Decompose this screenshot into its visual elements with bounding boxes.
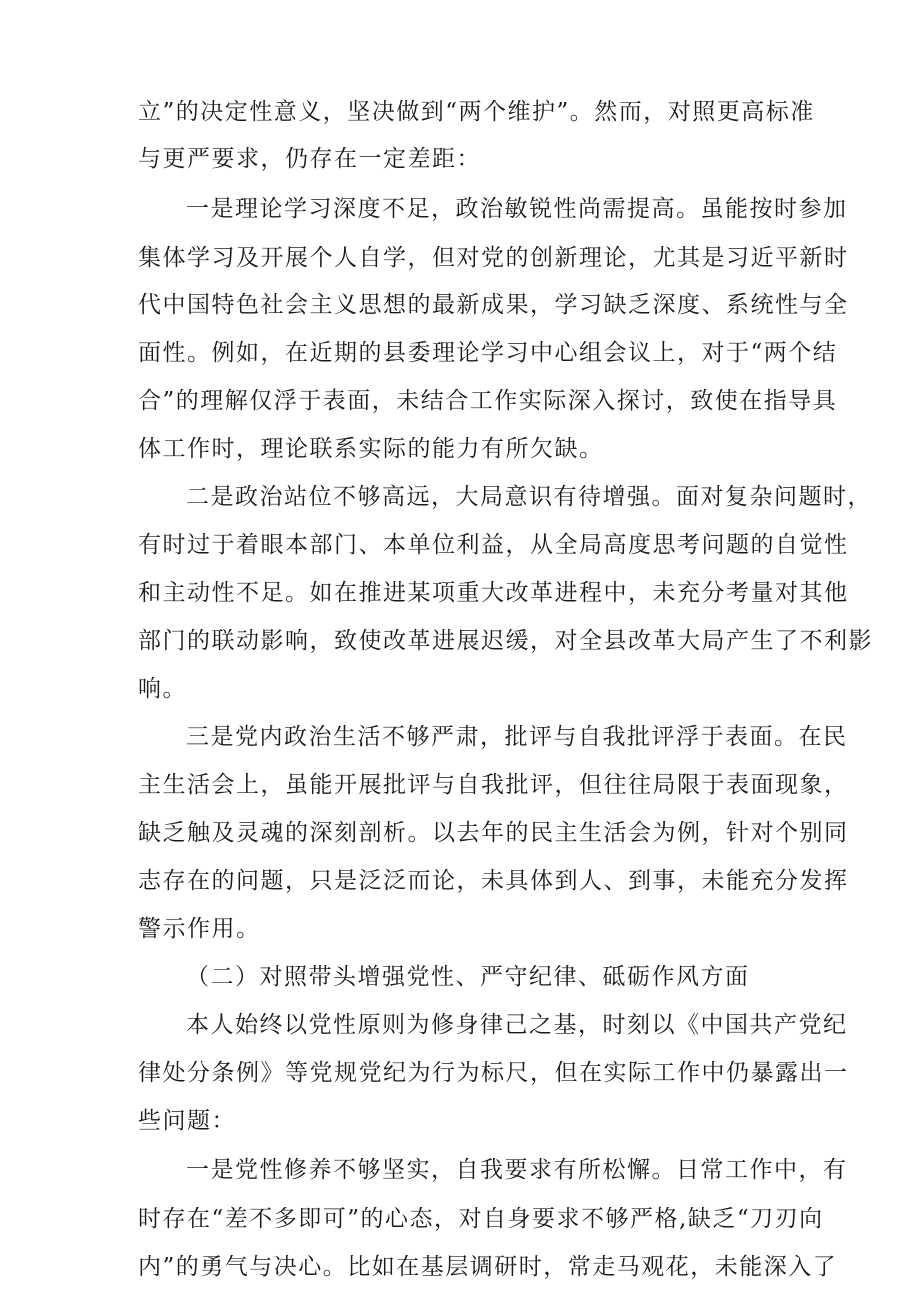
text-line: 内”的勇气与决心。比如在基层调研时，常走马观花，未能深入了 (138, 1254, 838, 1280)
paragraph-first-line: 一是理论学习深度不足，政治敏锐性尚需提高。虽能按时参加 (186, 196, 848, 222)
paragraph-first-line: 二是政治站位不够高远，大局意识有待增强。面对复杂问题时， (186, 484, 872, 510)
text-line: 律处分条例》等党规党纪为行为标尺，但在实际工作中仍暴露出一 (138, 1060, 849, 1086)
section-heading: （二）对照带头增强党性、严守纪律、砥砺作风方面 (186, 964, 750, 990)
text-line: 合”的理解仅浮于表面，未结合工作实际深入探讨，致使在指导具 (138, 388, 838, 414)
text-line: 响。 (138, 676, 187, 702)
text-line: 集体学习及开展个人自学，但对党的创新理论，尤其是习近平新时 (138, 245, 849, 271)
text-line: 时存在“差不多即可”的心态，对自身要求不够严格,缺乏“刀刃向 (138, 1206, 824, 1232)
text-line: 主生活会上，虽能开展批评与自我批评，但往往局限于表面现象， (138, 772, 849, 798)
text-line: 有时过于着眼本部门、本单位利益，从全局高度思考问题的自觉性 (138, 532, 849, 558)
text-line: 立”的决定性意义，坚决做到“两个维护”。然而，对照更高标准 (138, 99, 815, 125)
text-line: 志存在的问题，只是泛泛而论，未具体到人、到事，未能充分发挥 (138, 868, 849, 894)
text-line: 代中国特色社会主义思想的最新成果，学习缺乏深度、系统性与全 (138, 292, 849, 318)
text-line: 和主动性不足。如在推进某项重大改革进程中，未充分考量对其他 (138, 580, 849, 606)
paragraph-first-line: 三是党内政治生活不够严肃，批评与自我批评浮于表面。在民 (186, 724, 848, 750)
text-line: 体工作时，理论联系实际的能力有所欠缺。 (138, 436, 604, 462)
text-line: 警示作用。 (138, 916, 261, 942)
text-line: 与更严要求，仍存在一定差距： (138, 146, 481, 172)
text-line: 缺乏触及灵魂的深刻剖析。以去年的民主生活会为例，针对个别同 (138, 820, 849, 846)
text-line: 面性。例如，在近期的县委理论学习中心组会议上，对于“两个结 (138, 340, 838, 366)
text-line: 些问题： (138, 1108, 236, 1134)
text-line: 部门的联动影响，致使改革进展迟缓，对全县改革大局产生了不利影 (138, 628, 873, 654)
paragraph-first-line: 一是党性修养不够坚实，自我要求有所松懈。日常工作中，有 (186, 1157, 848, 1183)
paragraph-first-line: 本人始终以党性原则为修身律己之基，时刻以《中国共产党纪 (186, 1012, 848, 1038)
